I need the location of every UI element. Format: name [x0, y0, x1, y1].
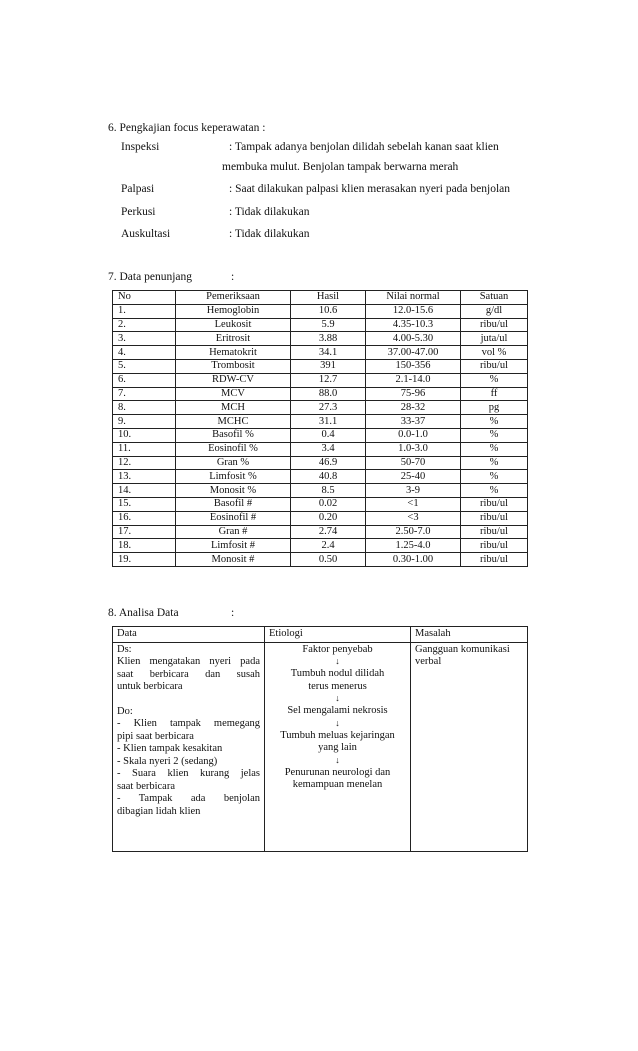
- cell-hasil: 2.4: [291, 539, 366, 553]
- cell-hasil: 40.8: [291, 470, 366, 484]
- cell-no: 13.: [113, 470, 176, 484]
- etiologi-step: Sel mengalami nekrosis: [287, 705, 388, 716]
- analysis-row: [113, 642, 528, 851]
- etiologi-step: Tumbuh meluas kejaringan: [280, 729, 395, 741]
- cell-no: 8.: [113, 401, 176, 415]
- cell-no: 16.: [113, 511, 176, 525]
- cell-no: 4.: [113, 346, 176, 360]
- inspeksi-value-cont: membuka mulut. Benjolan tampak berwarna merah: [222, 161, 459, 173]
- cell-satuan: pg: [461, 401, 528, 415]
- etiologi-step: Faktor penyebab: [302, 643, 373, 655]
- analysis-header-masalah: Masalah: [411, 627, 528, 643]
- cell-pemeriksaan: Limfosit #: [176, 539, 291, 553]
- cell-hasil: 8.5: [291, 484, 366, 498]
- analysis-header-row: [113, 627, 528, 643]
- cell-nilai-normal: 4.00-5.30: [366, 332, 461, 346]
- analysis-data-line: [117, 694, 260, 706]
- lab-results-table: [112, 290, 528, 567]
- masalah-line: verbal: [415, 656, 442, 667]
- lab-table-row: [113, 401, 528, 415]
- auskultasi-label: Auskultasi: [121, 228, 171, 240]
- cell-satuan: %: [461, 484, 528, 498]
- cell-no: 6.: [113, 373, 176, 387]
- inspeksi-value: : Tampak adanya benjolan dilidah sebelah kanan saat klien: [229, 141, 499, 153]
- etiologi-step: yang lain: [318, 742, 357, 753]
- cell-satuan: ribu/ul: [461, 497, 528, 511]
- analysis-header-data: Data: [113, 627, 265, 643]
- cell-nilai-normal: 2.1-14.0: [366, 373, 461, 387]
- cell-satuan: ribu/ul: [461, 553, 528, 567]
- cell-satuan: %: [461, 456, 528, 470]
- section-8-colon: :: [231, 607, 235, 619]
- cell-satuan: ribu/ul: [461, 525, 528, 539]
- cell-satuan: juta/ul: [461, 332, 528, 346]
- analysis-header-etiologi: Etiologi: [265, 627, 411, 643]
- cell-pemeriksaan: Hemoglobin: [176, 304, 291, 318]
- col-header-satuan: Satuan: [461, 291, 528, 305]
- cell-satuan: %: [461, 470, 528, 484]
- cell-pemeriksaan: Leukosit: [176, 318, 291, 332]
- cell-nilai-normal: 0.0-1.0: [366, 428, 461, 442]
- cell-nilai-normal: 1.0-3.0: [366, 442, 461, 456]
- cell-nilai-normal: 0.30-1.00: [366, 553, 461, 567]
- cell-no: 11.: [113, 442, 176, 456]
- cell-pemeriksaan: Eosinofil %: [176, 442, 291, 456]
- analysis-data-line: - Skala nyeri 2 (sedang): [117, 755, 218, 767]
- cell-nilai-normal: <1: [366, 497, 461, 511]
- lab-table-row: [113, 456, 528, 470]
- cell-no: 15.: [113, 497, 176, 511]
- cell-pemeriksaan: Gran %: [176, 456, 291, 470]
- cell-satuan: ribu/ul: [461, 539, 528, 553]
- cell-nilai-normal: 3-9: [366, 484, 461, 498]
- cell-pemeriksaan: Monosit #: [176, 553, 291, 567]
- lab-table-row: [113, 511, 528, 525]
- lab-table-row: [113, 332, 528, 346]
- cell-no: 12.: [113, 456, 176, 470]
- etiologi-step: terus menerus: [308, 680, 367, 692]
- cell-nilai-normal: 28-32: [366, 401, 461, 415]
- cell-pemeriksaan: MCHC: [176, 415, 291, 429]
- cell-no: 1.: [113, 304, 176, 318]
- auskultasi-value: : Tidak dilakukan: [229, 228, 310, 240]
- cell-nilai-normal: 12.0-15.6: [366, 304, 461, 318]
- lab-table-row: [113, 553, 528, 567]
- cell-hasil: 2.74: [291, 525, 366, 539]
- cell-no: 5.: [113, 359, 176, 373]
- cell-pemeriksaan: Basofil %: [176, 428, 291, 442]
- cell-hasil: 0.02: [291, 497, 366, 511]
- analysis-data-line: Ds:: [117, 643, 132, 655]
- analysis-data-line: saat berbicara dan susah: [117, 668, 260, 680]
- analysis-data-line: - Suara klien kurang jelas: [117, 768, 260, 779]
- cell-hasil: 0.50: [291, 553, 366, 567]
- lab-table-row: [113, 318, 528, 332]
- analysis-data-line: Klien mengatakan nyeri pada: [117, 656, 260, 667]
- cell-satuan: ribu/ul: [461, 511, 528, 525]
- col-header-nilai-normal: Nilai normal: [366, 291, 461, 305]
- section-6-title: 6. Pengkajian focus keperawatan :: [108, 122, 266, 134]
- cell-nilai-normal: 150-356: [366, 359, 461, 373]
- analysis-etiologi-cell: [265, 642, 411, 851]
- analysis-data-line: untuk berbicara: [117, 681, 183, 692]
- lab-table-row: [113, 539, 528, 553]
- etiologi-flow: [269, 644, 406, 792]
- cell-pemeriksaan: Eosinofil #: [176, 511, 291, 525]
- lab-table-row: [113, 428, 528, 442]
- cell-nilai-normal: 25-40: [366, 470, 461, 484]
- cell-pemeriksaan: Eritrosit: [176, 332, 291, 346]
- analysis-data-line: - Klien tampak kesakitan: [117, 743, 223, 754]
- cell-hasil: 391: [291, 359, 366, 373]
- analysis-data-line: pipi saat berbicara: [117, 730, 194, 742]
- palpasi-label: Palpasi: [121, 183, 155, 195]
- cell-no: 3.: [113, 332, 176, 346]
- lab-table-header-row: [113, 291, 528, 305]
- cell-no: 7.: [113, 387, 176, 401]
- lab-table-row: [113, 359, 528, 373]
- cell-satuan: %: [461, 373, 528, 387]
- inspeksi-label: Inspeksi: [121, 141, 160, 153]
- lab-table-row: [113, 497, 528, 511]
- palpasi-value: : Saat dilakukan palpasi klien merasakan nyeri pada benjolan: [229, 183, 511, 195]
- cell-pemeriksaan: Hematokrit: [176, 346, 291, 360]
- col-header-no: No: [113, 291, 176, 305]
- analysis-data-line: Do:: [117, 705, 133, 717]
- analysis-table: [112, 626, 528, 852]
- cell-pemeriksaan: MCH: [176, 401, 291, 415]
- lab-table-row: [113, 387, 528, 401]
- lab-table-row: [113, 373, 528, 387]
- lab-table-row: [113, 470, 528, 484]
- cell-pemeriksaan: RDW-CV: [176, 373, 291, 387]
- analysis-data-cell: [113, 642, 265, 851]
- analysis-data-line: dibagian lidah klien: [117, 805, 201, 817]
- cell-hasil: 0.4: [291, 428, 366, 442]
- cell-hasil: 46.9: [291, 456, 366, 470]
- cell-no: 18.: [113, 539, 176, 553]
- cell-satuan: vol %: [461, 346, 528, 360]
- cell-no: 14.: [113, 484, 176, 498]
- cell-satuan: g/dl: [461, 304, 528, 318]
- cell-hasil: 0.20: [291, 511, 366, 525]
- lab-table-row: [113, 484, 528, 498]
- arrow-down-icon: ↓: [335, 693, 340, 703]
- cell-pemeriksaan: Limfosit %: [176, 470, 291, 484]
- cell-pemeriksaan: Basofil #: [176, 497, 291, 511]
- lab-table-row: [113, 525, 528, 539]
- perkusi-value: : Tidak dilakukan: [229, 206, 310, 218]
- lab-table-row: [113, 346, 528, 360]
- section-7-colon: :: [231, 271, 235, 283]
- analysis-masalah-cell: [411, 642, 528, 851]
- etiologi-step: kemampuan menelan: [292, 779, 383, 790]
- cell-hasil: 34.1: [291, 346, 366, 360]
- cell-nilai-normal: 1.25-4.0: [366, 539, 461, 553]
- cell-nilai-normal: 4.35-10.3: [366, 318, 461, 332]
- cell-hasil: 27.3: [291, 401, 366, 415]
- cell-no: 9.: [113, 415, 176, 429]
- cell-pemeriksaan: Gran #: [176, 525, 291, 539]
- cell-no: 2.: [113, 318, 176, 332]
- cell-satuan: %: [461, 428, 528, 442]
- cell-satuan: ribu/ul: [461, 359, 528, 373]
- section-8-title: 8. Analisa Data: [108, 607, 179, 619]
- cell-nilai-normal: 37.00-47.00: [366, 346, 461, 360]
- cell-pemeriksaan: Monosit %: [176, 484, 291, 498]
- cell-hasil: 3.4: [291, 442, 366, 456]
- cell-nilai-normal: 75-96: [366, 387, 461, 401]
- cell-no: 19.: [113, 553, 176, 567]
- lab-table-row: [113, 442, 528, 456]
- analysis-data-line: saat berbicara: [117, 780, 176, 792]
- arrow-down-icon: ↓: [335, 754, 340, 765]
- cell-hasil: 88.0: [291, 387, 366, 401]
- cell-satuan: %: [461, 442, 528, 456]
- col-header-hasil: Hasil: [291, 291, 366, 305]
- cell-no: 10.: [113, 428, 176, 442]
- etiologi-step: Tumbuh nodul dilidah: [290, 668, 385, 679]
- cell-nilai-normal: 33-37: [366, 415, 461, 429]
- cell-nilai-normal: <3: [366, 511, 461, 525]
- arrow-down-icon: ↓: [335, 656, 340, 666]
- cell-hasil: 5.9: [291, 318, 366, 332]
- cell-satuan: ff: [461, 387, 528, 401]
- arrow-down-icon: ↓: [335, 717, 340, 728]
- cell-no: 17.: [113, 525, 176, 539]
- cell-satuan: %: [461, 415, 528, 429]
- cell-nilai-normal: 2.50-7.0: [366, 525, 461, 539]
- section-7-title: 7. Data penunjang: [108, 271, 192, 283]
- analysis-data-line: - Klien tampak memegang: [117, 718, 260, 729]
- perkusi-label: Perkusi: [121, 206, 156, 218]
- masalah-line: Gangguan komunikasi: [415, 643, 510, 655]
- lab-table-row: [113, 415, 528, 429]
- cell-satuan: ribu/ul: [461, 318, 528, 332]
- cell-hasil: 3.88: [291, 332, 366, 346]
- cell-hasil: 10.6: [291, 304, 366, 318]
- col-header-pemeriksaan: Pemeriksaan: [176, 291, 291, 305]
- cell-pemeriksaan: Trombosit: [176, 359, 291, 373]
- cell-hasil: 31.1: [291, 415, 366, 429]
- etiologi-step: Penurunan neurologi dan: [284, 766, 391, 778]
- cell-nilai-normal: 50-70: [366, 456, 461, 470]
- analysis-data-line: - Tampak ada benjolan: [117, 793, 260, 804]
- cell-hasil: 12.7: [291, 373, 366, 387]
- cell-pemeriksaan: MCV: [176, 387, 291, 401]
- lab-table-row: [113, 304, 528, 318]
